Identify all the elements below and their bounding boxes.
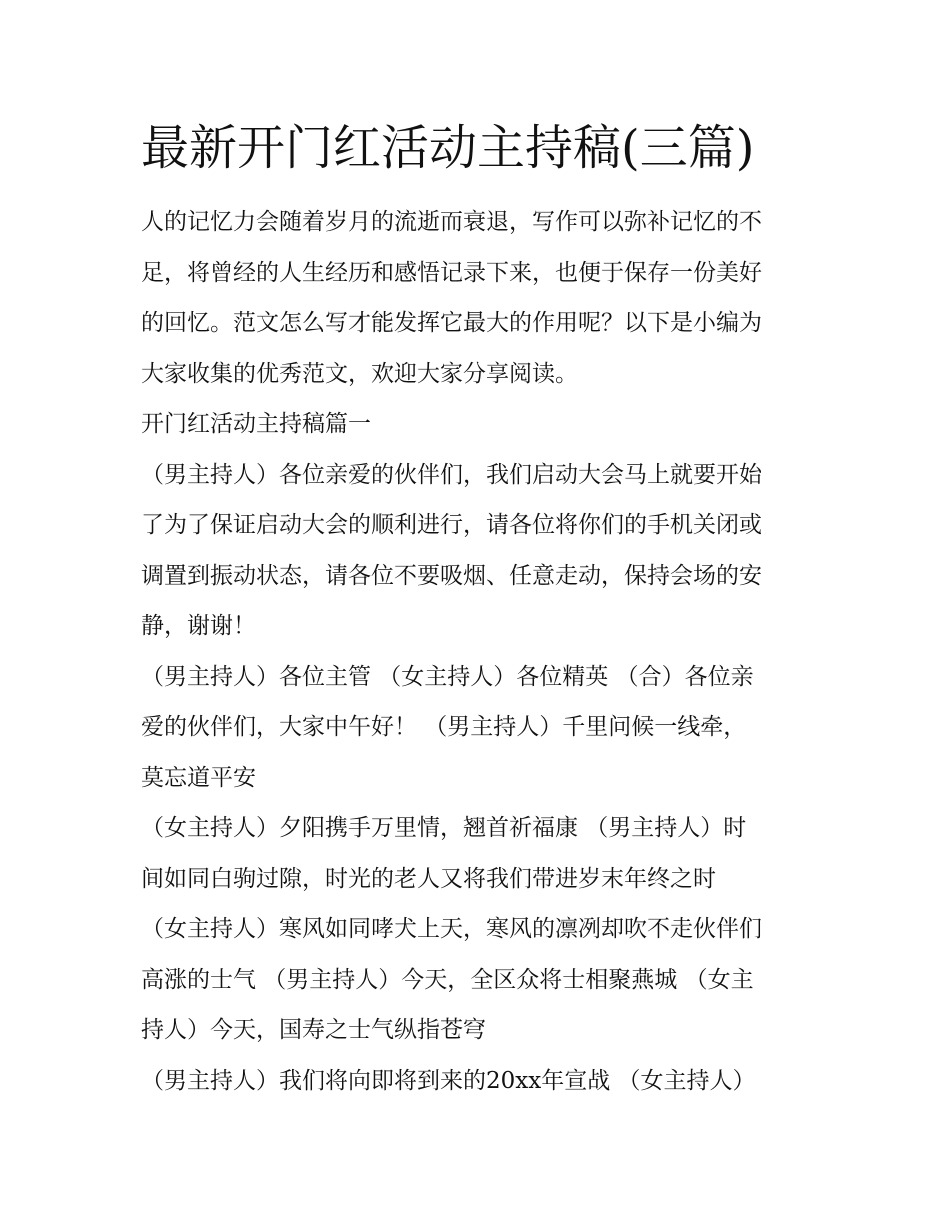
text-line: （女主持人）寒风如同哮犬上天，寒风的凛冽却吹不走伙伴们 — [141, 916, 762, 942]
paragraph-dialogue-2 — [141, 904, 813, 1056]
text-line: 足，将曾经的人生经历和感悟记录下来，也便于保存一份美好 — [141, 259, 762, 286]
text-line: 大家收集的优秀范文，欢迎大家分享阅读。 — [141, 360, 578, 387]
text-line: 间如同白驹过隙，时光的老人又将我们带进岁末年终之时 — [141, 865, 716, 892]
text-line: 高涨的士气 （男主持人）今天，全区众将士相聚燕城 （女主 — [141, 966, 754, 993]
document-content — [141, 116, 813, 1106]
paragraph-dialogue-1 — [141, 803, 813, 904]
text-line: 开门红活动主持稿篇一 — [141, 411, 371, 437]
paragraph-opening — [141, 450, 813, 652]
text-line: （男主持人）各位主管 （女主持人）各位精英 （合）各位亲 — [141, 663, 754, 690]
text-line: 调置到振动状态，请各位不要吸烟、任意走动，保持会场的安 — [141, 562, 762, 589]
section-heading — [141, 399, 813, 450]
text-line: 人的记忆力会随着岁月的流逝而衰退，写作可以弥补记忆的不 — [141, 209, 762, 235]
paragraph-intro — [141, 197, 813, 399]
text-line: 持人）今天，国寿之士气纵指苍穹 — [141, 1017, 486, 1043]
text-line: 莫忘道平安 — [141, 764, 256, 791]
text-line: 了为了保证启动大会的顺利进行，请各位将你们的手机关闭或 — [141, 512, 762, 538]
paragraph-greeting — [141, 652, 813, 804]
document-title: 最新开门红活动主持稿(三篇) — [141, 120, 755, 176]
text-line: （男主持人）我们将向即将到来的20xx年宣战 （女主持人） — [141, 1067, 756, 1094]
text-line: （女主持人）夕阳携手万里情，翘首祈福康 （男主持人）时 — [141, 815, 747, 841]
text-line: 的回忆。范文怎么写才能发挥它最大的作用呢？以下是小编为 — [141, 310, 762, 336]
text-line: 静，谢谢！ — [141, 613, 256, 639]
paragraph-dialogue-3 — [141, 1056, 813, 1107]
text-line: 爱的伙伴们，大家中午好！ （男主持人）千里问候一线牵， — [141, 714, 747, 740]
text-line: （男主持人）各位亲爱的伙伴们，我们启动大会马上就要开始 — [141, 461, 762, 488]
